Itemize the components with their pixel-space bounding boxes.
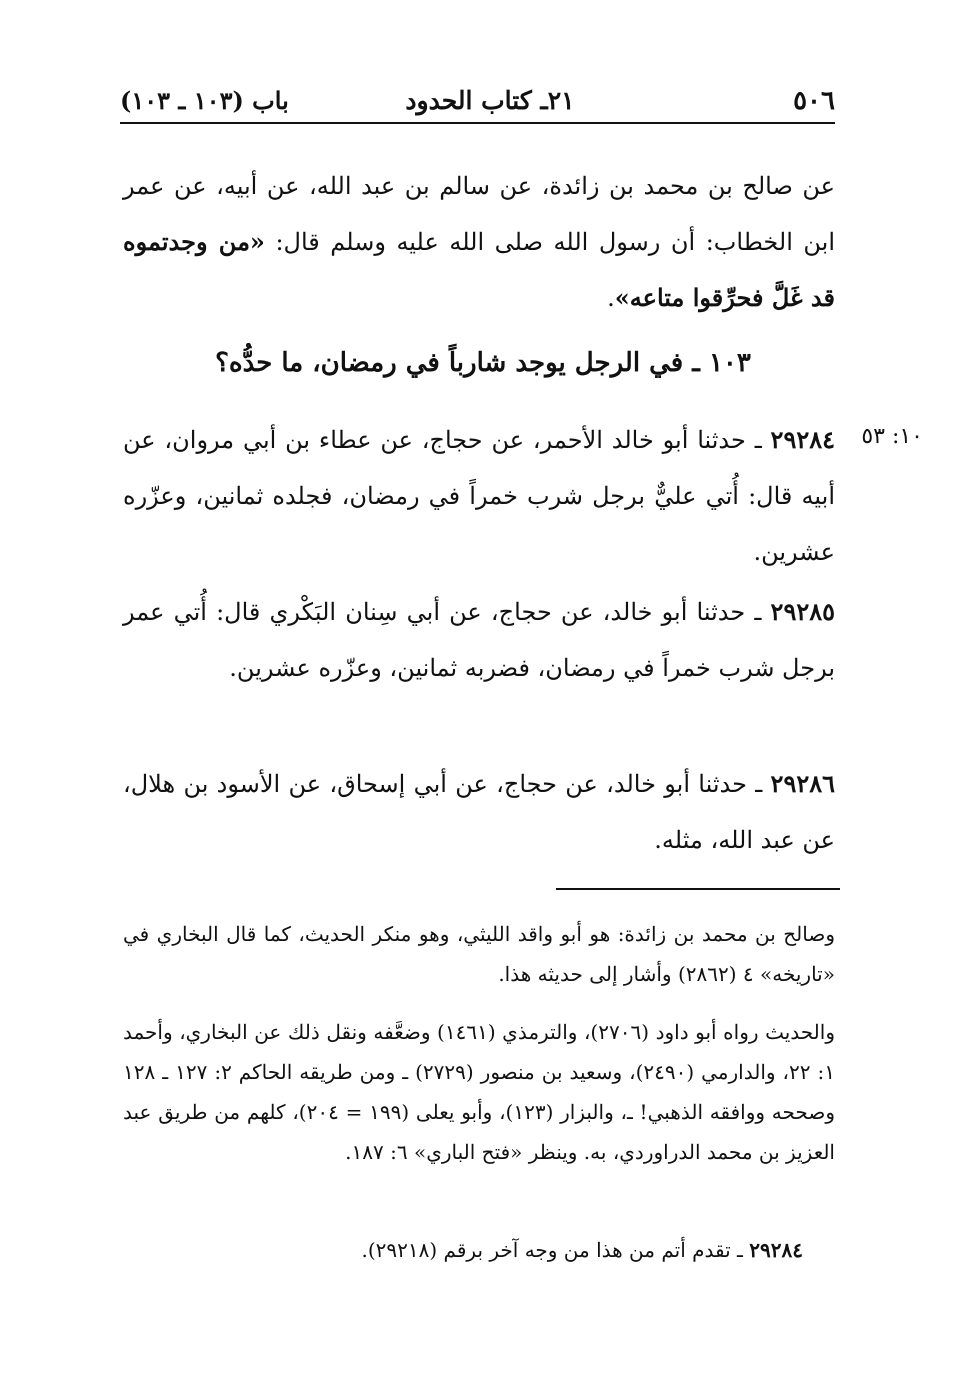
hadith-text: ـ حدثنا أبو خالد الأحمر، عن حجاج، عن عطاء بن أبي مروان، عن أبيه قال: أُتي عليٌّ برجل شرب خمراً في رمضان، فجلده ثمانين، وعزّره عشرين. — [123, 426, 835, 566]
hadith-paragraph — [123, 584, 835, 696]
footnote: وصالح بن محمد بن زائدة: هو أبو واقد الليثي، وهو منكر الحديث، كما قال البخاري في «تاريخه» ٤ (٢٨٦٢) وأشار إلى حديثه هذا. — [123, 922, 835, 986]
hadith-number: ٢٩٢٨٤ — [770, 425, 835, 454]
page-number: ٥٠٦ — [793, 86, 835, 116]
footnote: والحديث رواه أبو داود (٢٧٠٦)، والترمذي (١٤٦١) وضعَّفه ونقل ذلك عن البخاري، وأحمد ١: ٢٢، والدارمي (٢٤٩٠)، وسعيد بن منصور (٢٧٢٩) ـ ومن طريقه الحاكم ٢: ١٢٧ ـ ١٢٨ وصححه ووافقه الذهبي! ـ، والبزار (١٢٣)، وأبو يعلى (١٩٩ = ٢٠٤)، كلهم من طريق عبد العزيز بن محمد الدراوردي، به. وينظر «فتح الباري» ٦: ١٨٧. — [123, 1020, 835, 1164]
footnote-divider — [556, 888, 840, 890]
continuation-paragraph — [123, 158, 835, 326]
continuation-end: . — [607, 284, 615, 312]
book-title: ٢١ـ كتاب الحدود — [405, 86, 575, 115]
margin-reference: ١٠: ٥٣ — [861, 424, 923, 449]
footnote-text: ـ تقدم أتم من هذا من وجه آخر برقم (٢٩٢١٨). — [361, 1238, 750, 1262]
prophetic-quote: «من وجدتموه قد غَلَّ فحرِّقوا متاعه» — [123, 227, 835, 312]
running-header — [120, 82, 835, 124]
hadith-paragraph — [123, 756, 835, 868]
footnote-hadith-number: ٢٩٢٨٤ — [749, 1238, 803, 1262]
continuation-text: عن صالح بن محمد بن زائدة، عن سالم بن عبد الله، عن أبيه، عن عمر ابن الخطاب: أن رسول الله صلى الله عليه وسلم قال: — [123, 172, 836, 256]
hadith-number: ٢٩٢٨٥ — [770, 597, 835, 626]
chapter-title: ١٠٣ ـ في الرجل يوجد شارباً في رمضان، ما حدُّه؟ — [215, 348, 751, 378]
hadith-text: ـ حدثنا أبو خالد، عن حجاج، عن أبي سِنان البَكْري قال: أُتي عمر برجل شرب خمراً في رمضان، فضربه ثمانين، وعزّره عشرين. — [123, 598, 835, 682]
hadith-number: ٢٩٢٨٦ — [770, 769, 835, 798]
chapter-range: باب (١٠٣ ـ ١٠٣) — [120, 86, 289, 115]
hadith-paragraph — [123, 412, 835, 580]
footnote — [123, 1230, 803, 1270]
hadith-text: ـ حدثنا أبو خالد، عن حجاج، عن أبي إسحاق، عن الأسود بن هلال، عن عبد الله، مثله. — [123, 770, 835, 854]
